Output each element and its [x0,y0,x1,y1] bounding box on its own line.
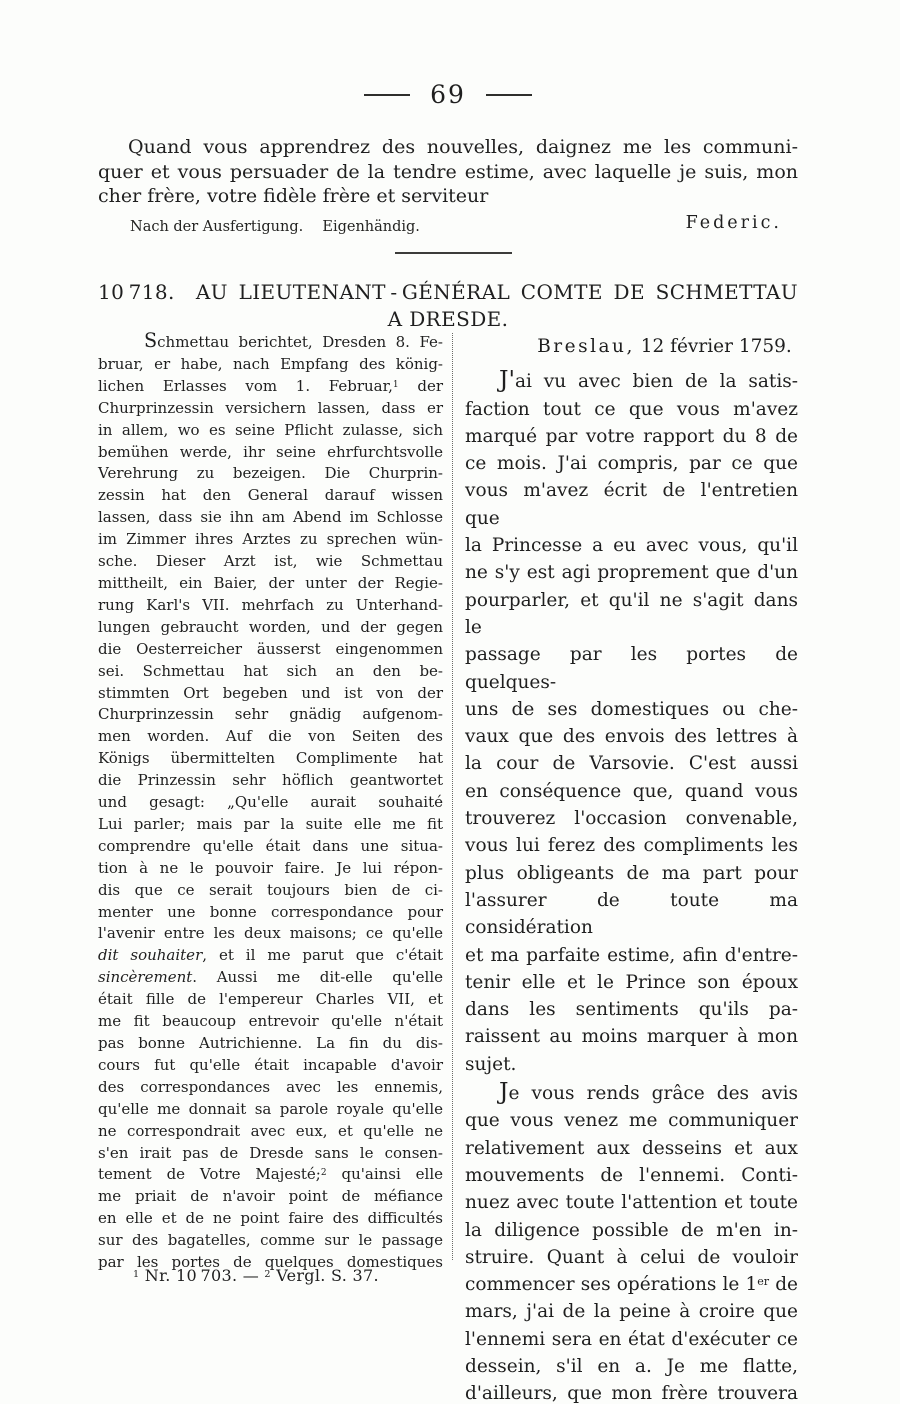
text-line: sujet. [465,1053,517,1075]
source-note: Nach der Ausfertigung. Eigenhändig. [130,219,420,235]
text-line: trouverez l'occasion convenable, [465,808,798,830]
text-line: cours fut qu'elle était incapable d'avoir [98,1055,443,1074]
text-line: die Oesterreicher äusserst eingenommen [98,639,443,658]
letter-heading [98,279,798,333]
text-line: dit souhaiter, et il me parut que c'était [98,946,444,965]
text-line: im Zimmer ihres Arztes zu sprechen wün- [98,530,443,549]
text-line: ce mois. J'ai compris, par ce que [465,453,798,475]
text-line: dis que ce serait toujours bien de ci- [98,880,443,899]
text-line: lichen Erlasses vom 1. Februar,$^1$ der [98,376,443,395]
text-line: par les portes de quelques domestiques [98,1253,443,1272]
text-line: zessin hat den General darauf wissen [98,486,443,505]
text-line: et ma parfaite estime, afin d'entre- [465,944,798,966]
text-line: Lui parler; mais par la suite elle me fit [98,814,443,833]
text-line: la Princesse a eu avec vous, qu'il [465,535,798,557]
text-line: pas bonne Autrichienne. La fin du dis- [98,1034,443,1052]
page-number-dash-left [364,94,410,96]
text-line: J'ai vu avec bien de la satis- [499,365,798,394]
text-line: rung Karl's VII. mehrfach zu Unterhand- [98,595,443,614]
text-line: qu'elle me donnait sa parole royale qu'elle [98,1099,443,1118]
text-line: die Prinzessin sehr höflich geantwortet [98,771,443,790]
intro-paragraph [98,135,798,209]
text-line: sche. Dieser Arzt ist, wie Schmettau [98,552,443,571]
text-line: marqué par votre rapport du 8 de [465,425,798,447]
german-summary-column [98,330,443,1274]
text-line: l'ennemi sera en état d'exécuter ce [465,1328,798,1350]
text-line: mars, j'ai de la peine à croire que [465,1301,798,1323]
text-line: plus obligeants de ma part pour [465,862,798,884]
text-line: l'avenir entre les deux maisons; ce qu'elle [98,924,443,943]
text-line: mouvements de l'ennemi. Conti- [465,1164,798,1186]
text-line: raissent au moins marquer à mon [465,1026,798,1048]
text-line: des correspondances avec les ennemis, [98,1077,443,1096]
footnote: $^1$ Nr. 10 703. — $^2$ Vergl. S. 37. [133,1266,379,1285]
text-line: dessein, s'il en a. Je me flatte, [465,1355,798,1377]
text-line: menter une bonne correspondance pour [98,902,443,921]
letter-heading-line1: 10 718. AU LIEUTENANT - GÉNÉRAL COMTE DE SCHMETTAU [98,280,798,304]
text-line: pourparler, et qu'il ne s'agit dans le [465,589,798,638]
text-line: me priait de n'avoir point de méfiance [98,1187,443,1206]
text-line: mittheilt, ein Baier, der unter der Regie- [98,573,443,592]
text-line: Churprinzessin sehr gnädig aufgenom- [98,705,443,724]
dateline [465,333,798,360]
text-line: la cour de Varsovie. C'est aussi [465,753,798,775]
dateline-place: Breslau, [537,336,635,357]
letter-body [465,366,798,1404]
text-line: me fit beaucoup entrevoir qu'elle n'était [98,1012,443,1031]
dateline-date: 12 février 1759. [640,336,792,357]
text-line: Königs übermittelten Complimente hat [98,749,443,768]
section-divider-rule [395,252,512,254]
text-line: und gesagt: „Qu'elle aurait souhaité [98,793,443,812]
text-line: faction tout ce que vous m'avez [465,398,798,420]
page-number-dash-right [486,94,532,96]
text-line: sei. Schmettau hat sich an den be- [98,661,443,680]
text-line: lungen gebraucht worden, und der gegen [98,617,443,636]
page-number [98,80,798,109]
text-line: vous m'avez écrit de l'entretien que [465,480,798,529]
text-line: uns de ses domestiques ou che- [465,698,798,720]
text-line: dans les sentiments qu'ils pa- [465,999,798,1021]
text-line: la diligence possible de m'en in- [465,1219,798,1241]
text-line: Je vous rends grâce des avis [499,1077,798,1106]
column-divider [452,333,453,1260]
text-line: tement de Votre Majesté;$^2$ qu'ainsi elle [98,1165,444,1184]
text-line: Schmettau berichtet, Dresden 8. Fe- [144,329,443,352]
text-line: men worden. Auf die von Seiten des [98,727,443,746]
french-letter-column [465,333,798,1404]
text-line: Quand vous apprendrez des nouvelles, daignez me les communi- [128,136,798,158]
text-line: stimmten Ort begeben und ist von der [98,683,443,702]
text-line: était fille de l'empereur Charles VII, et [98,990,443,1009]
text-line: en conséquence que, quand vous [465,780,798,802]
text-line: relativement aux desseins et aux [465,1137,798,1159]
text-line: sincèrement. Aussi me dit-elle qu'elle [98,968,443,987]
text-line: que vous venez me communiquer [465,1110,798,1132]
text-line: nuez avec toute l'attention et toute [465,1192,798,1214]
signature: Federic. [685,213,782,233]
text-line: struire. Quant à celui de vouloir [465,1246,798,1268]
text-line: quer et vous persuader de la tendre estime, avec laquelle je suis, mon [98,160,798,183]
letter-heading-line2: A DRESDE. [387,307,509,331]
text-line: lassen, dass sie ihn am Abend im Schlosse [98,508,443,527]
text-line: bruar, er habe, nach Empfang des könig- [98,354,443,373]
text-line: comprendre qu'elle était dans une situa- [98,836,443,855]
text-line: bemühen werde, ihr seine ehrfurchtsvolle [98,442,443,461]
text-line: d'ailleurs, que mon frère trouvera [465,1383,798,1404]
text-line: tenir elle et le Prince son époux [465,971,798,993]
text-line: passage par les portes de quelques- [465,644,798,693]
text-line: cher frère, votre fidèle frère et serviteur [98,185,489,207]
text-line: en elle et de ne point faire des difficultés [98,1209,443,1228]
text-line: ne correspondrait avec eux, et qu'elle ne [98,1121,443,1140]
text-line: Verehrung zu bezeigen. Die Churprin- [98,464,443,483]
text-line: l'assurer de toute ma considération [465,889,798,939]
text-line: Churprinzessin versichern lassen, dass er [98,398,443,417]
text-line: tion à ne le pouvoir faire. Je lui répon- [98,858,443,877]
text-line: vaux que des envois des lettres à [465,726,798,748]
text-line: commencer ses opérations le 1er de [465,1274,798,1296]
page-number-value: 69 [430,80,466,109]
text-line: sur des bagatelles, comme sur le passage [98,1231,443,1250]
text-line: vous lui ferez des compliments les [465,835,798,857]
text-line: s'en irait pas de Dresde sans le consen- [98,1143,443,1162]
text-line: ne s'y est agi proprement que d'un [465,562,798,584]
text-line: in allem, wo es seine Pflicht zulasse, sich [98,420,443,439]
